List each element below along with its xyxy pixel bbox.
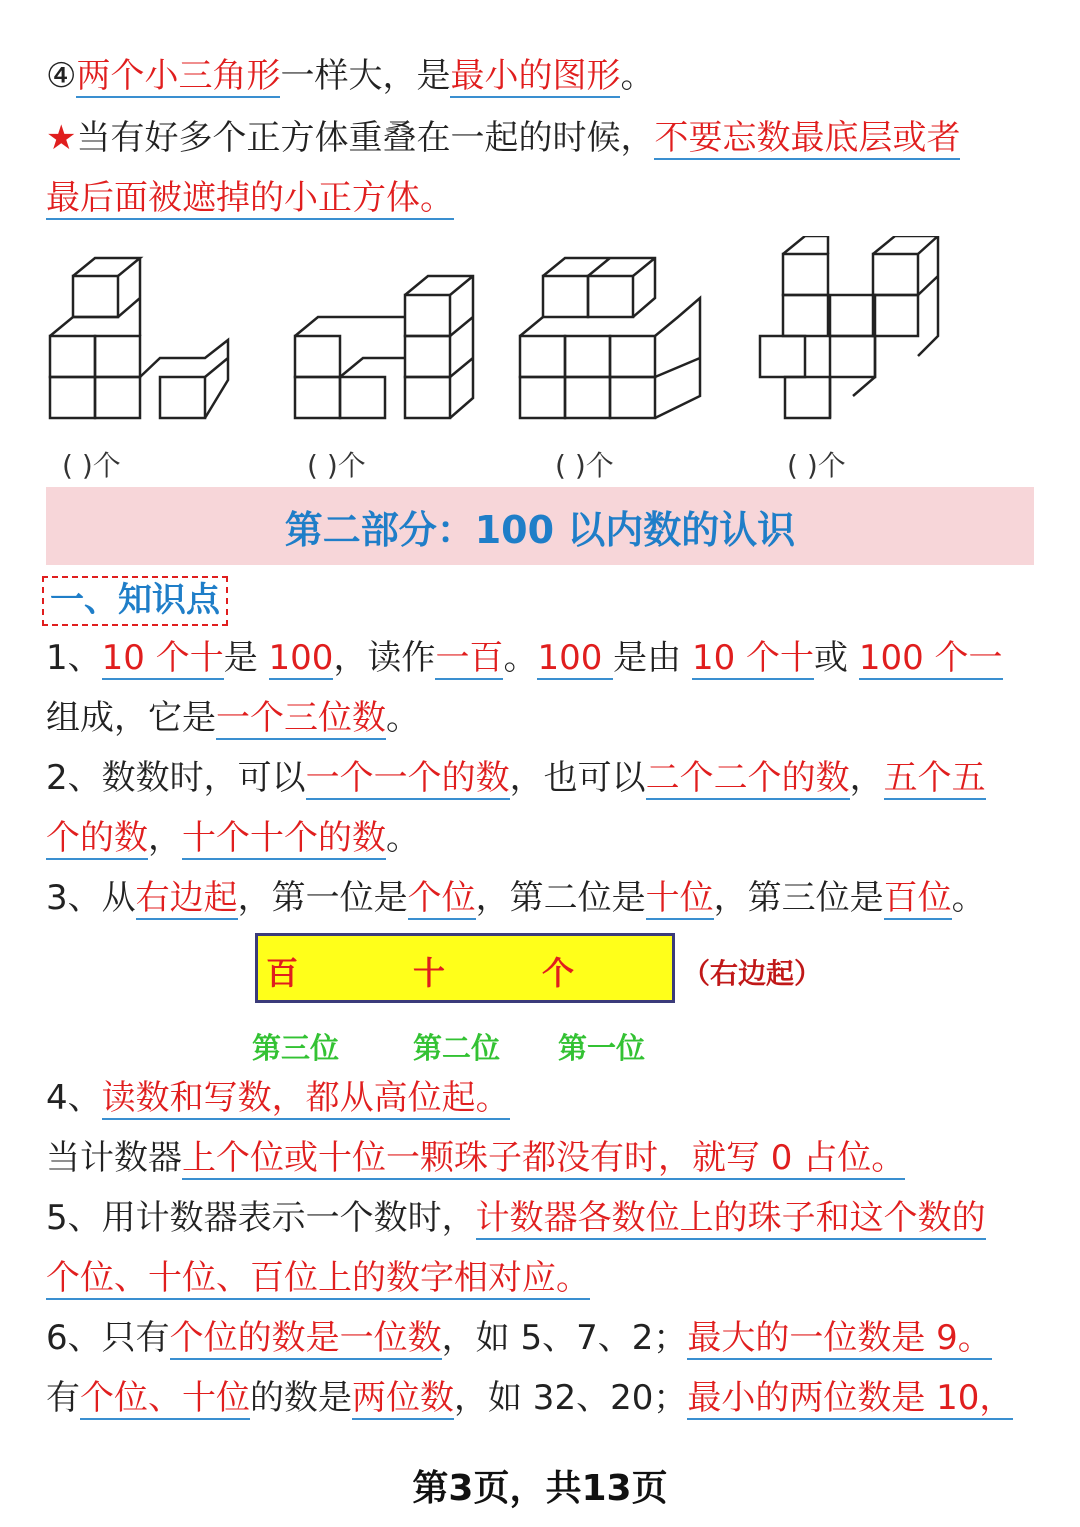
cube-stack-2 [295, 276, 473, 418]
text: ， [148, 818, 182, 858]
text: 4、 [46, 1078, 102, 1118]
cube-stacks-figure [40, 236, 1040, 476]
answer: 10 个十 [691, 638, 815, 678]
circled-four: ④ [46, 56, 77, 96]
answer: 个位、十位、百位上的数字相对应。 [46, 1258, 590, 1298]
answer: 上个位或十位一颗珠子都没有时，就写 0 占位。 [182, 1138, 906, 1178]
knowledge-heading-text: 一、知识点 [50, 580, 220, 620]
text: 一样大，是 [280, 56, 451, 96]
answer: 100 [268, 638, 334, 678]
text: ，如 32、20； [454, 1378, 688, 1418]
cube-count-blank-3[interactable]: ( )个 [555, 449, 614, 482]
text: 或 [814, 638, 859, 678]
point-1-line-2 [46, 694, 1034, 742]
point-1-line-1 [46, 634, 1034, 682]
answer-bottom-layer: 不要忘数最底层或者 [654, 118, 961, 158]
cube-count-blank-2[interactable]: ( )个 [307, 449, 366, 482]
text: 是 [223, 638, 269, 678]
text: ，第三位是 [713, 878, 884, 918]
point-4-line-2 [46, 1134, 1034, 1182]
cube-count-blank-4[interactable]: ( )个 [787, 449, 846, 482]
text: 3、从 [46, 878, 136, 918]
answer: 100 个一 [858, 638, 1003, 678]
place-side-note: （右边起） [682, 957, 823, 990]
point-4-line-1 [46, 1074, 1034, 1122]
cube-stack-4 [760, 236, 938, 418]
cube-stack-1 [50, 258, 228, 418]
position-first: 第一位 [558, 1031, 646, 1065]
text: 。 [620, 56, 655, 96]
answer: 一个三位数 [216, 698, 386, 738]
point-3-line-1 [46, 874, 1034, 922]
text: ， [849, 758, 884, 798]
answer: 二个二个的数 [645, 758, 850, 798]
answer: 个位、十位 [80, 1378, 250, 1418]
answer: 百位 [883, 878, 952, 918]
page-footer: 第3页，共13页 [412, 1468, 668, 1509]
text: 6、只有 [46, 1318, 170, 1358]
text: 是由 [613, 638, 692, 678]
answer: 计数器各数位上的珠子和这个数的 [475, 1198, 986, 1238]
answer: 100 [537, 638, 614, 678]
text: ，也可以 [509, 758, 646, 798]
section-title: 第二部分：100 以内数的认识 [284, 507, 796, 552]
answer: 读数和写数，都从高位起。 [101, 1078, 510, 1118]
answer: 最大的一位数是 9。 [687, 1318, 992, 1358]
answer: 10 个十 [101, 638, 224, 678]
text: 当计数器 [46, 1138, 182, 1178]
position-second: 第二位 [413, 1031, 501, 1065]
point-6-line-1 [46, 1314, 1034, 1362]
text: 有 [46, 1378, 80, 1418]
answer: 两位数 [352, 1378, 454, 1418]
section-banner [46, 487, 1034, 565]
text: 的数是 [250, 1378, 352, 1418]
place-hundreds: 百 [266, 954, 299, 992]
cube-count-blank-1[interactable]: ( )个 [62, 449, 121, 482]
line-cubes-tip [46, 114, 1034, 162]
point-6-line-2 [46, 1374, 1034, 1422]
cube-stack-3 [520, 258, 700, 418]
text: ，第一位是 [237, 878, 408, 918]
answer: 右边起 [135, 878, 238, 918]
text: 组成，它是 [46, 698, 216, 738]
answer: 十位 [645, 878, 714, 918]
text: ，第二位是 [475, 878, 646, 918]
text: 。 [386, 818, 420, 858]
text: 。 [503, 638, 538, 678]
place-value-table [255, 933, 675, 1003]
answer-smallest-shape: 最小的图形 [450, 56, 621, 96]
text: 。 [951, 878, 986, 918]
point-5-line-2 [46, 1254, 1034, 1302]
answer-hidden-cubes: 最后面被遮掉的小正方体。 [46, 178, 454, 218]
position-third: 第三位 [252, 1031, 340, 1065]
text: ，如 5、7、2； [441, 1318, 688, 1358]
text: ，读作 [333, 638, 436, 678]
text: 2、数数时，可以 [46, 758, 306, 798]
place-ones: 个 [542, 954, 575, 992]
knowledge-heading [42, 576, 228, 626]
line-cubes-tip-2 [46, 174, 1034, 222]
text: 5、用计数器表示一个数时， [46, 1198, 476, 1238]
answer: 五个五 [883, 758, 986, 798]
text: 当有好多个正方体重叠在一起的时候， [76, 118, 655, 158]
answer: 个位 [407, 878, 476, 918]
answer-two-small-triangles: 两个小三角形 [76, 56, 281, 96]
point-5-line-1 [46, 1194, 1034, 1242]
answer: 一百 [435, 638, 504, 678]
answer: 一个一个的数 [305, 758, 510, 798]
answer: 十个十个的数 [182, 818, 386, 858]
text: 。 [386, 698, 420, 738]
point-2-line-2 [46, 814, 1034, 862]
point-2-line-1 [46, 754, 1034, 802]
star-icon: ★ [46, 118, 77, 158]
place-tens: 十 [413, 954, 446, 992]
line-triangles [46, 52, 1034, 100]
text: 1、 [46, 638, 102, 678]
answer: 个的数 [46, 818, 148, 858]
answer: 个位的数是一位数 [169, 1318, 442, 1358]
answer: 最小的两位数是 10， [687, 1378, 1014, 1418]
